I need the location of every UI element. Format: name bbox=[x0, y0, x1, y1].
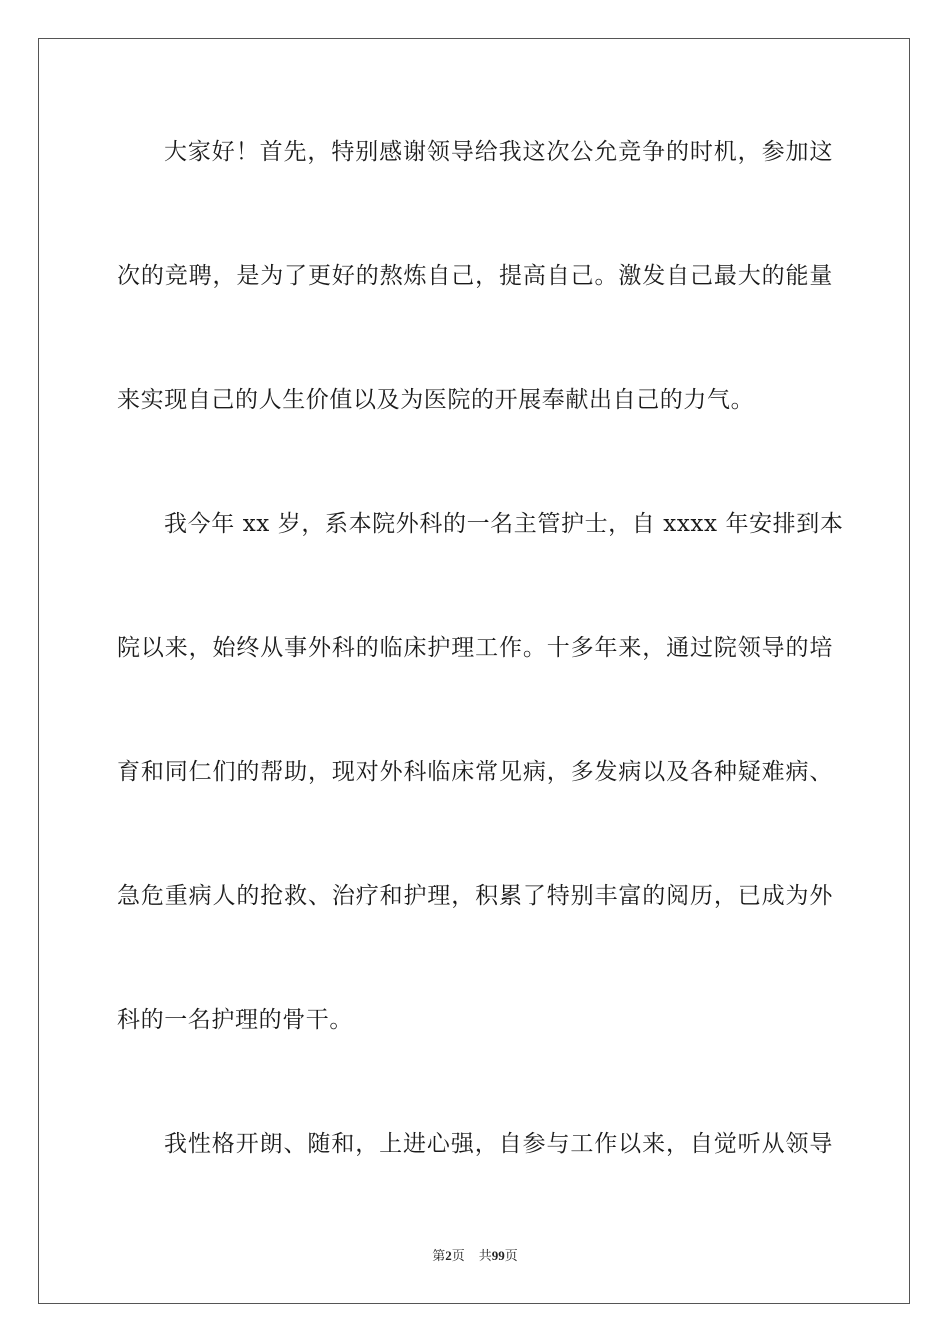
page-number: 2 bbox=[445, 1248, 452, 1263]
paragraph-1-line-3: 来实现自己的人生价值以及为医院的开展奉献出自己的力气。 bbox=[117, 387, 755, 413]
paragraph-3-line-1: 我性格开朗、随和，上进心强，自参与工作以来，自觉听从领导 bbox=[164, 1131, 833, 1157]
paragraph-1-line-2: 次的竞聘，是为了更好的熬炼自己，提高自己。激发自己最大的能量 bbox=[117, 263, 833, 289]
paragraph-2-line-4: 急危重病人的抢救、治疗和护理，积累了特别丰富的阅历，已成为外 bbox=[117, 883, 833, 909]
paragraph-2-line-3: 育和同仁们的帮助，现对外科临床常见病，多发病以及各种疑难病、 bbox=[117, 759, 833, 785]
total-prefix: 共 bbox=[478, 1249, 492, 1264]
page-footer bbox=[0, 1247, 950, 1266]
paragraph-1-line-1: 大家好！首先，特别感谢领导给我这次公允竞争的时机，参加这 bbox=[164, 139, 833, 165]
total-pages: 99 bbox=[491, 1248, 505, 1263]
page-suffix: 页 bbox=[451, 1249, 465, 1264]
total-suffix: 页 bbox=[504, 1249, 518, 1264]
paragraph-2-line-1: 我今年 xx 岁，系本院外科的一名主管护士，自 xxxx 年安排到本 bbox=[164, 511, 844, 537]
paragraph-2-line-2: 院以来，始终从事外科的临床护理工作。十多年来，通过院领导的培 bbox=[117, 635, 833, 661]
page-frame bbox=[38, 38, 910, 1304]
page-prefix: 第 bbox=[432, 1249, 446, 1264]
paragraph-2-line-5: 科的一名护理的骨干。 bbox=[117, 1007, 353, 1033]
